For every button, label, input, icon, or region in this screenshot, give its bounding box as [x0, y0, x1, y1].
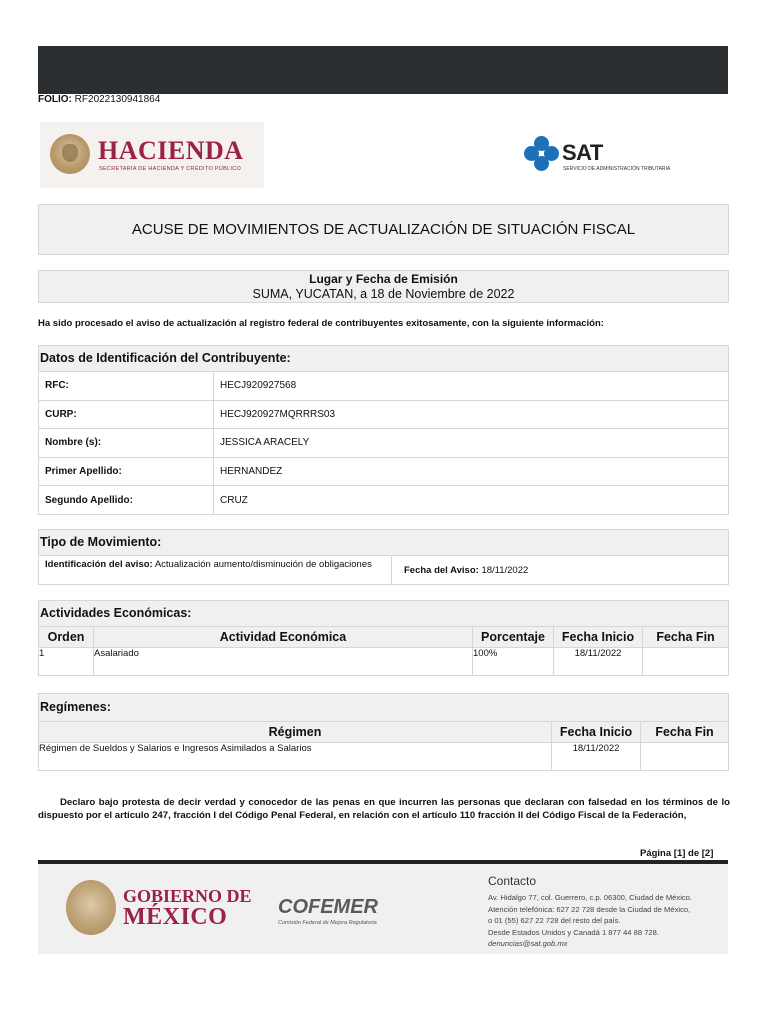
id-label: Segundo Apellido:: [39, 486, 214, 514]
table-cell: 100%: [473, 648, 554, 676]
cofemer-subtitle: Comisión Federal de Mejora Regulatoria: [278, 920, 377, 926]
coat-of-arms-icon: [50, 134, 90, 174]
table-cell: [643, 648, 729, 676]
id-value: HERNANDEZ: [220, 466, 283, 478]
cofemer-logo: COFEMER: [278, 896, 378, 918]
movimiento-heading: Tipo de Movimiento:: [39, 530, 728, 556]
document-title: ACUSE DE MOVIMIENTOS DE ACTUALIZACIÓN DE SITUACIÓN FISCAL: [38, 204, 729, 255]
table-header-row: [39, 627, 728, 648]
column-header: Actividad Económica: [94, 627, 473, 648]
lugar-value: SUMA, YUCATAN, a 18 de Noviembre de 2022: [252, 287, 515, 301]
gobierno-line2: MÉXICO: [123, 904, 228, 930]
table-row: [39, 743, 728, 771]
table-cell: 1: [39, 648, 94, 676]
lugar-heading: Lugar y Fecha de Emisión: [309, 272, 458, 286]
aviso-fecha-label: Fecha del Aviso:: [404, 564, 479, 576]
sat-dots-icon: [524, 136, 560, 172]
column-header: Porcentaje: [473, 627, 554, 648]
id-value: HECJ920927568: [220, 380, 297, 392]
id-row: [39, 401, 728, 430]
intro-text: Ha sido procesado el aviso de actualización al registro federal de contribuyentes exitosamente, con la siguiente información:: [38, 318, 604, 329]
regimenes-table: [39, 722, 728, 770]
aviso-fecha: [392, 556, 528, 584]
page-number: Página [1] de [2]: [640, 848, 714, 859]
column-header: Régimen: [39, 722, 552, 743]
gobierno-line1: GOBIERNO DE: [123, 886, 252, 906]
contacto-title: Contacto: [488, 874, 537, 888]
column-header: Fecha Fin: [641, 722, 729, 743]
aviso-fecha-value: 18/11/2022: [481, 564, 529, 576]
identificacion-section: [38, 345, 729, 515]
contact-line: o 01 (55) 627 22 728 del resto del país.: [488, 916, 621, 925]
top-banner: [38, 46, 728, 94]
id-value: CRUZ: [220, 494, 248, 506]
column-header: Fecha Fin: [643, 627, 729, 648]
id-value: HECJ920927MQRRRS03: [220, 408, 336, 420]
contact-line: Atención telefónica: 627 22 728 desde la Ciudad de México,: [488, 904, 691, 914]
regimenes-section: [38, 693, 729, 771]
table-row: [39, 648, 728, 676]
actividades-heading: Actividades Económicas:: [39, 601, 728, 627]
aviso-identificacion: [39, 556, 392, 584]
footer: [38, 864, 728, 954]
sat-subtitle: SERVICIO DE ADMINISTRACIÓN TRIBUTARIA: [563, 166, 671, 172]
column-header: Orden: [39, 627, 94, 648]
column-header: Fecha Inicio: [552, 722, 641, 743]
id-label: Nombre (s):: [39, 429, 214, 457]
id-label: CURP:: [39, 401, 214, 429]
aviso-id-label: Identificación del aviso:: [45, 559, 153, 570]
id-row: [39, 486, 728, 514]
sat-logo: [518, 130, 698, 180]
lugar-fecha-box: [38, 270, 729, 303]
table-cell: [641, 743, 729, 771]
table-cell: 18/11/2022: [552, 743, 641, 771]
contact-line: Desde Estados Unidos y Canadá 1 877 44 88 728.: [488, 927, 659, 937]
identificacion-heading: Datos de Identificación del Contribuyente:: [39, 346, 728, 372]
id-label: Primer Apellido:: [39, 458, 214, 486]
movimiento-row: [39, 556, 728, 584]
folio: [38, 94, 160, 105]
table-cell: Régimen de Sueldos y Salarios e Ingresos Asimilados a Salarios: [39, 743, 552, 771]
actividades-section: [38, 600, 729, 676]
table-cell: Asalariado: [94, 648, 473, 676]
id-row: [39, 372, 728, 401]
declaracion-text: Declaro bajo protesta de decir verdad y conocedor de las penas en que incurren las personas que declaran con falsedad en los términos de lo dispuesto por el artículo 247, fracción I del Código Penal Federal, en relación con el artículo 110 fracción II del Código Fiscal de la Federación,: [38, 797, 730, 821]
regimenes-heading: Regímenes:: [39, 694, 728, 722]
coat-of-arms-icon: [66, 880, 116, 935]
id-row: [39, 429, 728, 458]
movimiento-section: [38, 529, 729, 585]
hacienda-name: HACIENDA: [98, 136, 244, 165]
id-row: [39, 458, 728, 487]
contact-email[interactable]: denuncias@sat.gob.mx: [488, 939, 568, 948]
contact-line: Av. Hidalgo 77, col. Guerrero, c.p. 06300, Ciudad de México.: [488, 893, 693, 902]
hacienda-logo: [40, 122, 264, 188]
id-value: JESSICA ARACELY: [220, 437, 310, 449]
table-cell: 18/11/2022: [554, 648, 643, 676]
aviso-id-value: Actualización aumento/disminución de obligaciones: [154, 559, 372, 570]
folio-label: FOLIO:: [38, 94, 72, 105]
table-header-row: [39, 722, 728, 743]
id-label: RFC:: [39, 372, 214, 400]
hacienda-subtitle: SECRETARÍA DE HACIENDA Y CRÉDITO PÚBLICO: [99, 166, 242, 172]
contact-info: [488, 892, 692, 950]
folio-value: RF2022130941864: [74, 94, 161, 105]
actividades-table: [39, 627, 728, 675]
sat-name: SAT: [562, 140, 603, 165]
column-header: Fecha Inicio: [554, 627, 643, 648]
